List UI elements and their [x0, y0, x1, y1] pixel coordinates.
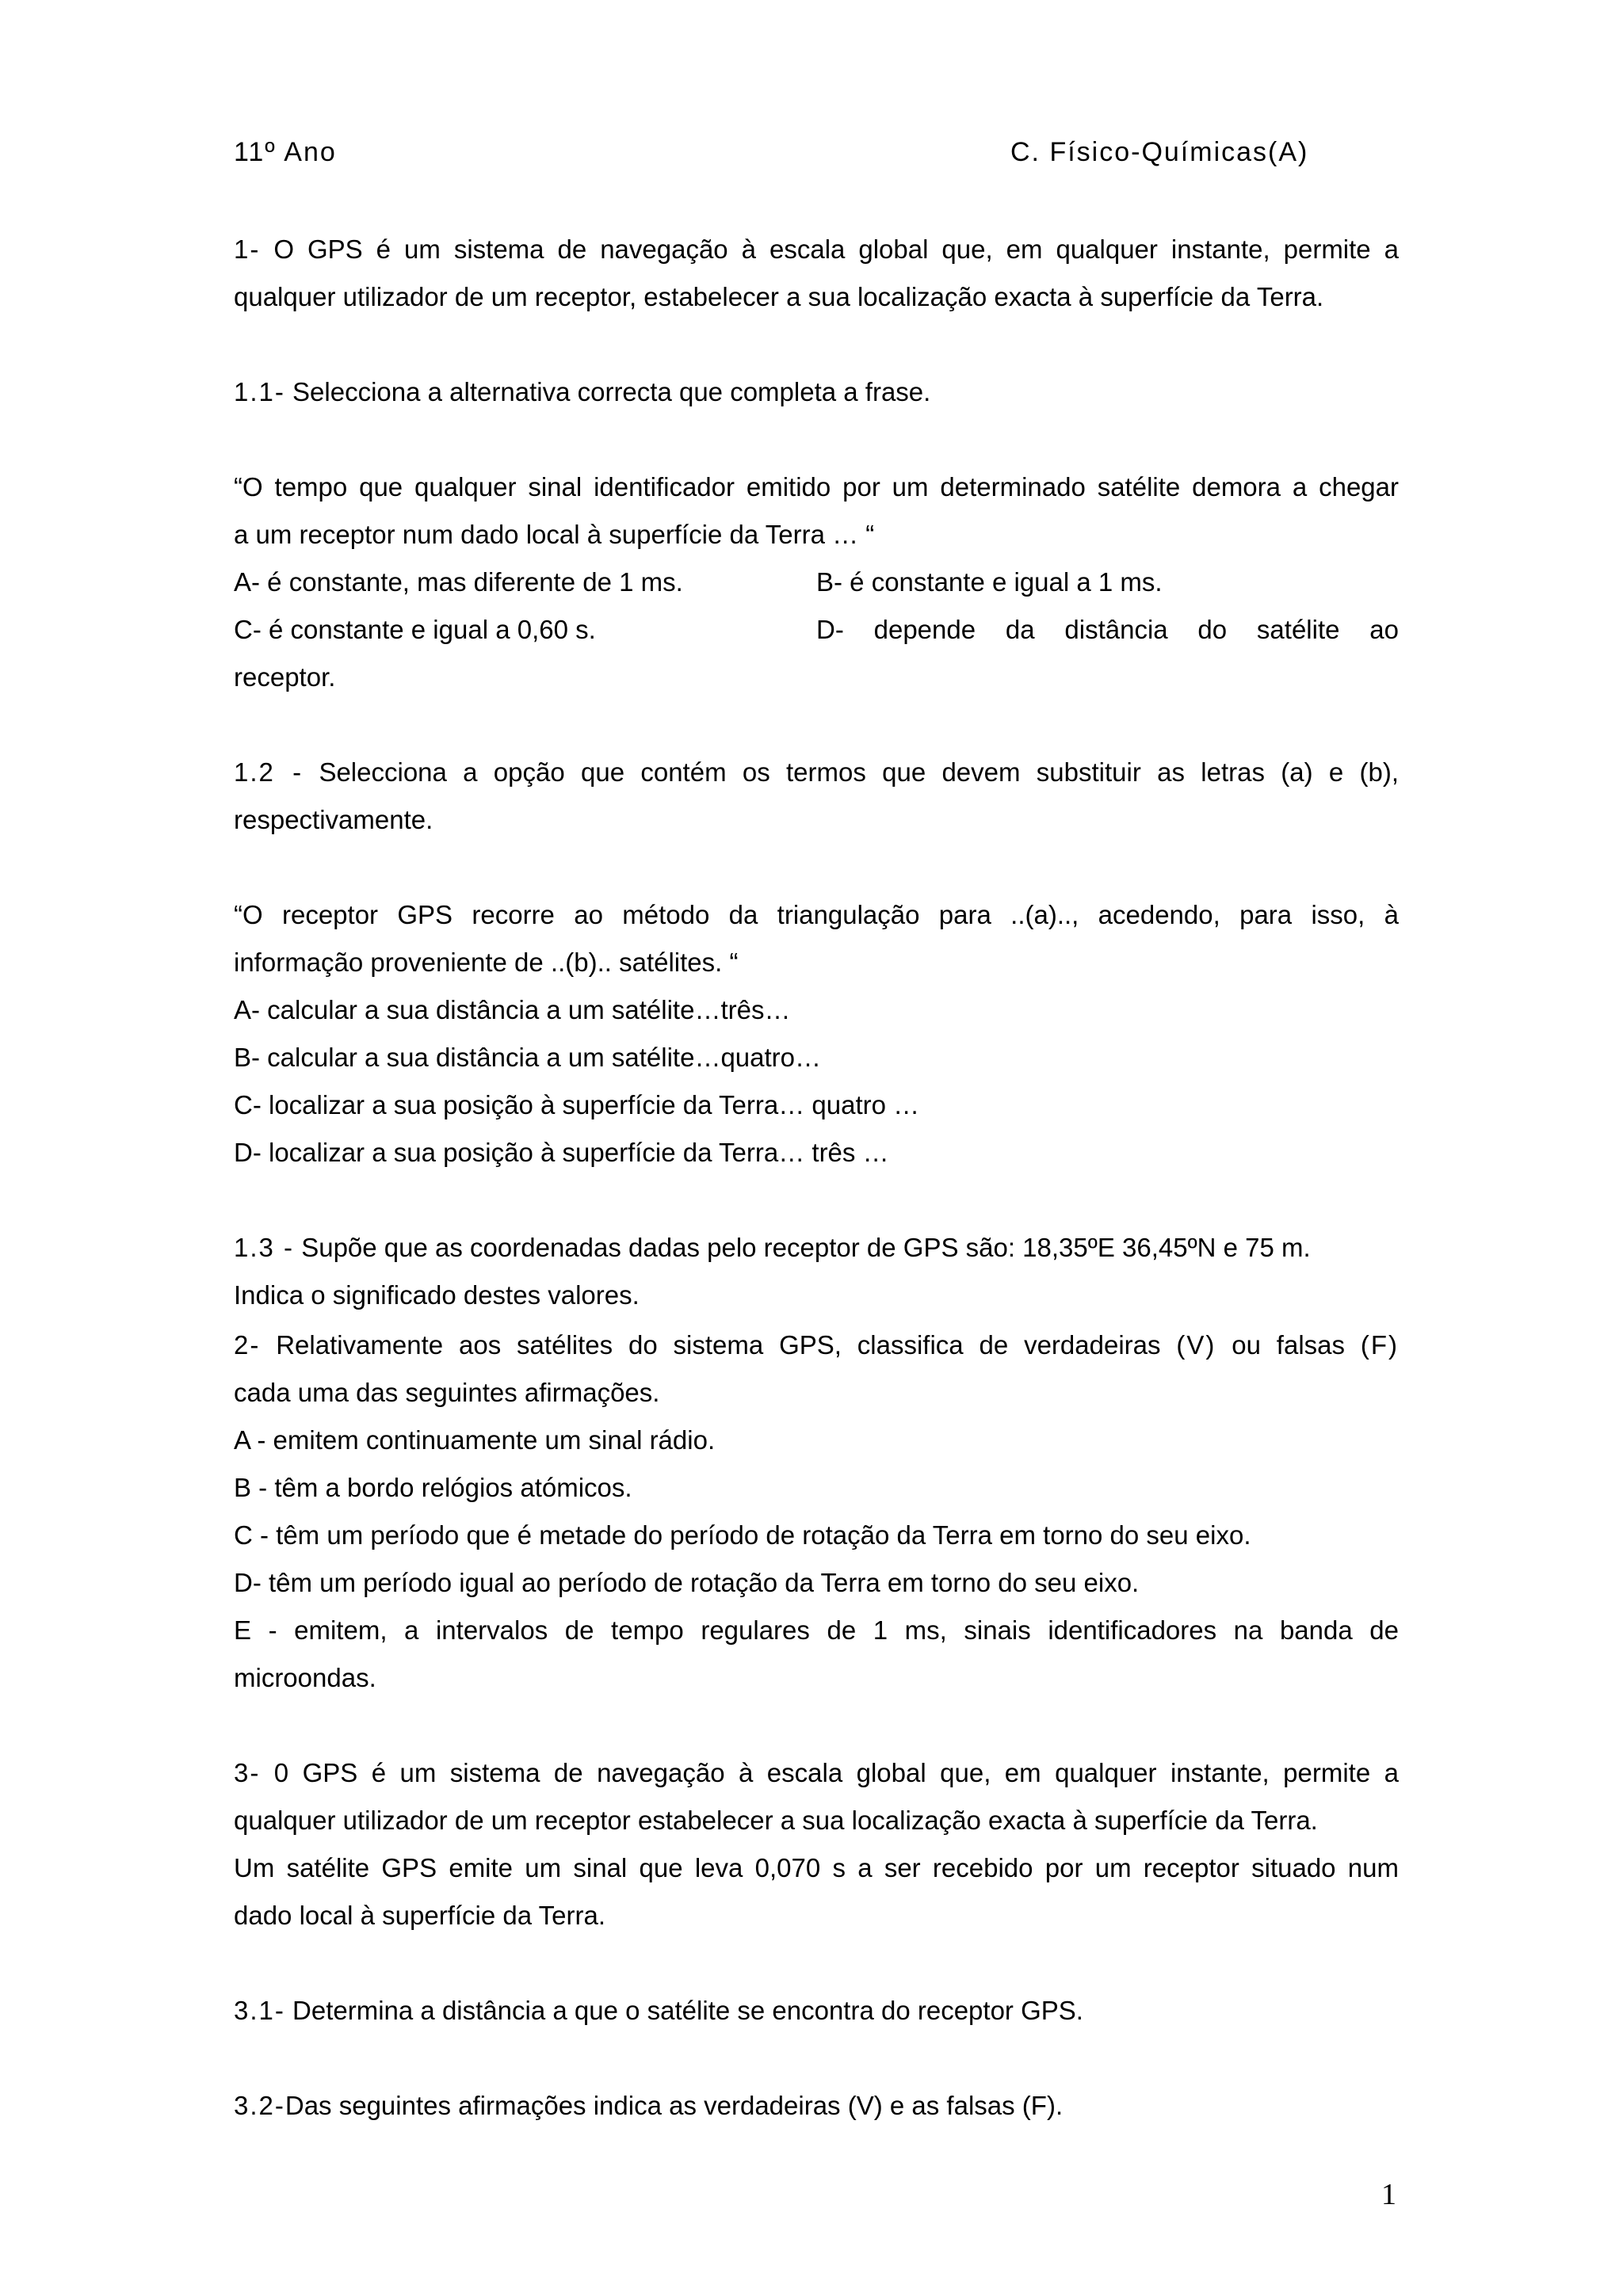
q1-2-quote-2: informação proveniente de ..(b).. satélites. “: [234, 948, 739, 977]
q1-3-line-2: Indica o significado destes valores.: [234, 1280, 640, 1310]
q1-1-option-c: C- é constante e igual a 0,60 s.: [234, 615, 596, 644]
q3-line-1: 3- 0 GPS é um sistema de navegação à escala global que, em qualquer instante, permite a: [234, 1758, 1399, 1787]
page-number: 1: [1381, 2178, 1396, 2211]
q1-line-1: 1- O GPS é um sistema de navegação à escala global que, em qualquer instante, permite a: [234, 235, 1399, 264]
q1-line-2: qualquer utilizador de um receptor, estabelecer a sua localização exacta à superfície da Terra.: [234, 282, 1324, 311]
q1-1-option-b: B- é constante e igual a 1 ms.: [816, 567, 1163, 597]
q1-1-number: 1.1-: [234, 377, 285, 406]
q1-3-line-1: 1.3 - Supõe que as coordenadas dadas pelo receptor de GPS são: 18,35ºE 36,45ºN e 75 m.: [234, 1233, 1311, 1262]
q2-item-e-cont: microondas.: [234, 1663, 376, 1692]
q2-false-label: (F): [1360, 1330, 1400, 1360]
q2-line-2: cada uma das seguintes afirmações.: [234, 1378, 660, 1407]
q1-1-option-d: D- depende da distância do satélite ao: [816, 615, 1399, 644]
grade-label: 11º Ano: [234, 137, 337, 167]
q2-item-c: C - têm um período que é metade do período de rotação da Terra em torno do seu eixo.: [234, 1520, 1251, 1550]
q1-2-line-2: respectivamente.: [234, 805, 433, 834]
q1-1-quote-1: “O tempo que qualquer sinal identificador emitido por um determinado satélite demora a chegar: [234, 472, 1399, 502]
q1-1-options-row-1: [234, 566, 1399, 598]
q2-number: 2-: [234, 1330, 261, 1360]
q2-item-b: B - têm a bordo relógios atómicos.: [234, 1473, 632, 1502]
q2-item-e: E - emitem, a intervalos de tempo regulares de 1 ms, sinais identificadores na banda de: [234, 1615, 1399, 1645]
q1-1-option-a: A- é constante, mas diferente de 1 ms.: [234, 567, 683, 597]
q3-2-number: 3.2-: [234, 2091, 285, 2120]
q1-2-quote-1: “O receptor GPS recorre ao método da triangulação para ..(a).., acedendo, para isso, à: [234, 900, 1399, 929]
q3-line-4: dado local à superfície da Terra.: [234, 1901, 606, 1930]
q2-true-label: (V): [1176, 1330, 1216, 1360]
q2-item-a: A - emitem continuamente um sinal rádio.: [234, 1425, 716, 1455]
q1-1-option-d-cont: receptor.: [234, 662, 336, 692]
q3-line-3: Um satélite GPS emite um sinal que leva 0,070 s a ser recebido por um receptor situado num: [234, 1853, 1399, 1882]
subject-label: C. Físico-Químicas(A): [1010, 137, 1309, 167]
q3-1-line: 3.1- Determina a distância a que o satélite se encontra do receptor GPS.: [234, 1996, 1083, 2025]
q1-1-quote-2: a um receptor num dado local à superfície da Terra … “: [234, 520, 875, 549]
q1-2-number: 1.2 -: [234, 757, 304, 787]
q1-2-option-b: B- calcular a sua distância a um satélite…quatro…: [234, 1043, 822, 1072]
q1-number: 1-: [234, 235, 261, 264]
q1-2-option-c: C- localizar a sua posição à superfície da Terra… quatro …: [234, 1090, 920, 1119]
q3-line-2: qualquer utilizador de um receptor estabelecer a sua localização exacta à superfície da Terra.: [234, 1806, 1318, 1835]
q3-number: 3-: [234, 1758, 261, 1787]
q1-2-line-1: 1.2 - Selecciona a opção que contém os termos que devem substituir as letras (a) e (b),: [234, 757, 1399, 787]
q1-3-number: 1.3 -: [234, 1233, 295, 1262]
q1-1-line: 1.1- Selecciona a alternativa correcta que completa a frase.: [234, 377, 931, 406]
header: [234, 136, 1399, 168]
q2-line-1: 2- Relativamente aos satélites do sistema GPS, classifica de verdadeiras (V) ou falsas (F): [234, 1330, 1400, 1360]
q3-1-number: 3.1-: [234, 1996, 285, 2025]
q1-1-options-row-2: [234, 614, 1399, 646]
q1-2-option-d: D- localizar a sua posição à superfície da Terra… três …: [234, 1138, 889, 1167]
q2-item-d: D- têm um período igual ao período de rotação da Terra em torno do seu eixo.: [234, 1568, 1140, 1597]
q3-2-line: 3.2-Das seguintes afirmações indica as verdadeiras (V) e as falsas (F).: [234, 2091, 1064, 2120]
q1-2-option-a: A- calcular a sua distância a um satélite…três…: [234, 995, 791, 1024]
